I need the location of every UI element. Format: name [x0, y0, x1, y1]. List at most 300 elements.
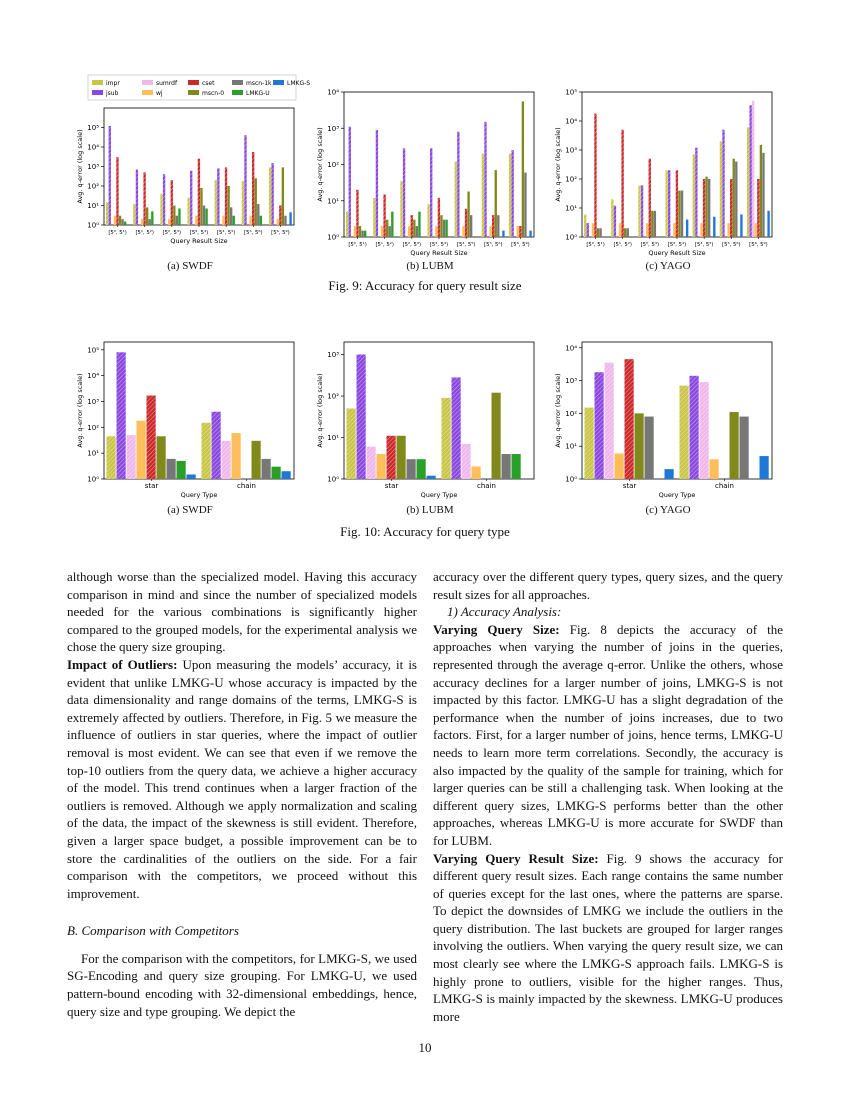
x-tick-label: [5³, 5⁴): [429, 242, 449, 248]
bar-mscn-1k: [762, 153, 764, 237]
bar-wj: [517, 226, 519, 237]
bar-LMKG-S: [289, 212, 291, 225]
bar-mscn-1k: [735, 162, 737, 237]
bar-mscn-1k: [524, 173, 526, 237]
fig9a-caption: (a) SWDF: [167, 260, 213, 272]
bar-sumrdf: [127, 435, 136, 479]
bar-jsub: [641, 185, 643, 237]
fig10c-chart: [548, 330, 778, 505]
y-tick-label: 10¹: [327, 197, 339, 206]
legend-label-cset: cset: [202, 80, 215, 87]
legend-label-wj: wj: [156, 90, 163, 97]
left-paragraph-2: [67, 656, 417, 902]
bar-wj: [232, 433, 241, 479]
x-tick-label: star: [144, 482, 159, 490]
bar-impr: [693, 154, 695, 237]
fig9a-chart: [70, 70, 311, 255]
bar-cset: [649, 159, 651, 237]
y-tick-label: 10⁰: [565, 475, 577, 484]
bar-impr: [347, 408, 356, 479]
bar-cset: [438, 198, 440, 237]
y-axis-label: Avg. q-error (log scale): [554, 127, 562, 202]
bar-mscn-1k: [443, 220, 445, 237]
bar-jsub: [668, 170, 670, 237]
bar-cset: [225, 167, 227, 225]
bar-impr: [202, 423, 211, 479]
left-column: [67, 568, 417, 1020]
legend-swatch-mscn-1k: [232, 80, 243, 85]
x-tick-label: [5⁰, 5¹): [348, 242, 367, 248]
bar-LMKG-S: [740, 214, 742, 237]
y-tick-label: 10²: [565, 175, 577, 184]
bar-mscn-1k: [599, 228, 601, 237]
bar-impr: [665, 170, 667, 237]
fig9: [0, 0, 850, 300]
legend-swatch-jsub: [92, 90, 103, 95]
legend-label-jsub: jsub: [106, 90, 119, 97]
right-paragraph-3: [433, 850, 783, 1026]
bar-LMKG-S: [767, 211, 769, 237]
bar-cset: [703, 179, 705, 237]
bar-mscn-1k: [708, 179, 710, 237]
bar-mscn-0: [146, 207, 148, 225]
bar-LMKG-U: [391, 212, 393, 237]
bar-impr: [106, 202, 108, 225]
x-axis-label: Query Result Size: [410, 249, 468, 257]
bar-jsub: [136, 170, 138, 225]
bar-mscn-1k: [407, 459, 416, 479]
bar-wj: [710, 459, 719, 479]
y-axis-label: Avg. q-error (log scale): [316, 127, 324, 202]
bar-mscn-1k: [502, 454, 511, 479]
bar-mscn-1k: [257, 204, 259, 225]
bar-wj: [249, 216, 251, 225]
legend-label-LMKG-U: LMKG-U: [246, 90, 270, 97]
bar-mscn-0: [227, 186, 229, 225]
bar-LMKG-S: [427, 476, 436, 479]
bar-LMKG-S: [187, 474, 196, 479]
bar-cset: [356, 190, 358, 237]
bar-jsub: [690, 376, 699, 479]
y-tick-label: 10⁴: [87, 372, 99, 381]
x-axis-label: Query Type: [658, 491, 696, 499]
y-tick-label: 10²: [87, 182, 99, 191]
bar-LMKG-S: [760, 456, 769, 479]
bar-mscn-0: [597, 228, 599, 237]
bar-LMKG-U: [124, 222, 126, 225]
bar-mscn-1k: [230, 207, 232, 225]
y-tick-label: 10⁴: [87, 143, 99, 152]
bar-jsub: [595, 372, 604, 479]
bar-wj: [114, 216, 116, 225]
y-tick-label: 10³: [87, 397, 99, 406]
section-heading: B. Comparison with Competitors: [67, 923, 239, 939]
bar-sumrdf: [222, 441, 231, 479]
x-tick-label: chain: [715, 482, 734, 490]
fig9c-chart: [548, 82, 778, 255]
bar-LMKG-U: [260, 216, 262, 225]
bar-cset: [171, 180, 173, 225]
bar-impr: [585, 408, 594, 479]
bar-impr: [269, 167, 271, 225]
x-tick-label: [5⁵, 5⁶): [722, 242, 741, 248]
bar-jsub: [376, 130, 378, 237]
x-tick-label: [5¹, 5²): [375, 242, 394, 248]
bar-mscn-1k: [284, 216, 286, 225]
bar-mscn-1k: [121, 219, 123, 225]
bar-impr: [509, 154, 511, 237]
bar-mscn-0: [157, 436, 166, 479]
bar-wj: [592, 223, 594, 237]
y-tick-label: 10⁴: [327, 88, 339, 97]
bar-jsub: [722, 130, 724, 237]
bar-jsub: [212, 412, 221, 479]
bar-jsub: [117, 352, 126, 479]
bar-wj: [408, 226, 410, 237]
legend-swatch-LMKG-U: [232, 90, 243, 95]
bar-impr: [482, 154, 484, 237]
bar-cset: [465, 209, 467, 237]
x-tick-label: [5³, 5⁴): [189, 230, 209, 236]
bar-wj: [755, 223, 757, 237]
bar-impr: [584, 214, 586, 237]
y-tick-label: 10¹: [565, 204, 577, 213]
bar-impr: [720, 141, 722, 237]
x-tick-label: [5¹, 5²): [613, 242, 632, 248]
bar-cset: [492, 215, 494, 237]
bar-cset: [143, 172, 145, 225]
bar-impr: [638, 185, 640, 237]
y-tick-label: 10¹: [565, 442, 577, 451]
bar-impr: [455, 162, 457, 237]
bar-impr: [133, 204, 135, 225]
bar-mscn-1k: [470, 215, 472, 237]
bar-sumrdf: [462, 444, 471, 479]
bar-wj: [615, 453, 624, 479]
x-tick-label: [5², 5³): [162, 230, 182, 236]
bar-wj: [727, 223, 729, 237]
x-axis-label: Query Type: [180, 491, 218, 499]
fig9b-caption: (b) LUBM: [406, 260, 454, 272]
bar-mscn-0: [624, 228, 626, 237]
bar-impr: [187, 198, 189, 225]
legend-label-sumrdf: sumrdf: [156, 80, 178, 87]
bar-cset: [411, 215, 413, 237]
y-tick-label: 10³: [565, 146, 577, 155]
bar-jsub: [163, 174, 165, 225]
subsection-heading: 1) Accuracy Analysis:: [447, 604, 562, 620]
bar-wj: [462, 226, 464, 237]
fig10: [0, 320, 850, 550]
bar-mscn-1k: [497, 215, 499, 237]
bar-wj: [354, 226, 356, 237]
bar-LMKG-U: [445, 220, 447, 237]
bar-jsub: [244, 135, 246, 225]
outliers-heading: Impact of Outliers:: [67, 656, 178, 672]
bar-LMKG-U: [151, 211, 153, 225]
y-tick-label: 10²: [327, 392, 339, 401]
bar-mscn-0: [359, 226, 361, 237]
bar-mscn-0: [705, 177, 707, 237]
fig9-caption: Fig. 9: Accuracy for query result size: [328, 278, 522, 293]
bar-impr: [400, 181, 402, 237]
bar-cset: [252, 152, 254, 225]
bar-cset: [116, 157, 118, 225]
bar-mscn-1k: [149, 219, 151, 225]
y-tick-label: 10¹: [87, 202, 99, 210]
bar-jsub: [109, 126, 111, 225]
bar-cset: [676, 170, 678, 237]
bar-cset: [519, 226, 521, 237]
bar-wj: [646, 223, 648, 237]
bar-wj: [472, 467, 481, 479]
y-tick-label: 10⁴: [565, 117, 577, 126]
y-tick-label: 10⁴: [565, 344, 577, 353]
bar-jsub: [587, 223, 589, 237]
y-tick-label: 10³: [327, 124, 339, 133]
bar-mscn-0: [200, 188, 202, 225]
bar-mscn-0: [730, 412, 739, 479]
legend-swatch-impr: [92, 80, 103, 85]
bar-mscn-0: [252, 441, 261, 479]
bar-jsub: [403, 148, 405, 237]
left-paragraph-3: For the comparison with the competitors, for LMKG-S, we used SG-Encoding and query size grouping. For LMKG-U, we used pattern-bound encoding with 32-dimensional embeddings, hence, query size and type grouping. We depict the: [67, 950, 417, 1019]
bar-cset: [621, 130, 623, 237]
bar-mscn-0: [255, 178, 257, 225]
bar-wj: [277, 219, 279, 225]
x-tick-label: star: [384, 482, 399, 490]
bar-mscn-0: [467, 191, 469, 237]
x-axis-label: Query Result Size: [170, 237, 228, 245]
bar-cset: [198, 159, 200, 225]
fig10a-caption: (a) SWDF: [167, 504, 213, 516]
bar-mscn-1k: [416, 226, 418, 237]
y-tick-label: 10¹: [87, 449, 99, 458]
fig10a-chart: [70, 330, 300, 505]
y-tick-label: 10²: [565, 409, 577, 418]
bar-jsub: [452, 377, 461, 479]
x-tick-label: [5⁵, 5⁶): [244, 230, 263, 236]
bar-cset: [147, 396, 156, 479]
bar-mscn-0: [386, 220, 388, 237]
bar-wj: [381, 226, 383, 237]
bar-wj: [619, 223, 621, 237]
y-tick-label: 10⁰: [87, 475, 99, 484]
page-number: 10: [418, 1040, 432, 1055]
bar-jsub: [749, 105, 751, 237]
y-tick-label: 10⁵: [87, 124, 99, 132]
bar-wj: [673, 223, 675, 237]
bar-sumrdf: [700, 382, 709, 479]
legend-swatch-cset: [188, 80, 199, 85]
legend-label-impr: impr: [106, 80, 120, 87]
bar-wj: [137, 421, 146, 479]
right-paragraph-2: [433, 621, 783, 850]
x-tick-label: [5⁴, 5⁵): [456, 242, 476, 248]
y-tick-label: 10⁵: [87, 346, 99, 355]
bar-mscn-1k: [645, 417, 654, 479]
bar-mscn-1k: [654, 211, 656, 237]
bar-wj: [222, 216, 224, 225]
fig9c-caption: (c) YAGO: [645, 260, 691, 272]
legend-label-mscn-0: mscn-0: [202, 90, 225, 97]
bar-mscn-0: [495, 170, 497, 237]
y-tick-label: 10²: [87, 423, 99, 432]
bar-impr: [442, 398, 451, 479]
bar-mscn-1k: [361, 231, 363, 237]
x-tick-label: [5¹, 5²): [135, 230, 154, 236]
bar-cset: [594, 114, 596, 237]
bar-mscn-1k: [176, 216, 178, 225]
bar-jsub: [357, 354, 366, 479]
bar-LMKG-S: [282, 471, 291, 479]
bar-LMKG-U: [178, 209, 180, 225]
x-tick-label: chain: [477, 482, 496, 490]
bar-impr: [611, 199, 613, 237]
x-tick-label: [5⁰, 5¹): [586, 242, 605, 248]
y-tick-label: 10³: [565, 377, 577, 386]
bar-LMKG-U: [233, 216, 235, 225]
x-tick-label: [5³, 5⁴): [667, 242, 687, 248]
left-paragraph-1: although worse than the specialized model. Having this accuracy comparison in mind and since the number of specialized models needed for the various combinations is significantly higher compared to the grouped models, for the experimental analysis we chose the query size grouping.: [67, 569, 417, 655]
bar-mscn-0: [733, 159, 735, 237]
bar-LMKG-S: [665, 469, 674, 479]
x-tick-label: [5⁶, 5⁹): [749, 242, 768, 248]
bar-jsub: [511, 150, 513, 237]
query-size-heading: Varying Query Size:: [433, 621, 560, 637]
bar-impr: [373, 198, 375, 237]
bar-cset: [625, 359, 634, 479]
fig10b-chart: [310, 330, 540, 505]
y-tick-label: 10¹: [327, 433, 339, 442]
bar-wj: [700, 223, 702, 237]
x-tick-label: [5⁵, 5⁶): [484, 242, 503, 248]
bar-wj: [489, 226, 491, 237]
x-tick-label: [5⁰, 5¹): [108, 230, 127, 236]
bar-jsub: [349, 127, 351, 237]
query-size-text: Fig. 8 depicts the accuracy of the approaches when varying the number of joins in the queries, represented through the average q-error. Unlike the others, whose accuracy declines for a larger number of joins, LMKG-S is not impacted by this factor. LMKG-U has a slight degradation of the performance when the number of joins increases, due to two factors. First, for a larger number of joins, hence terms, LMKG-U needs to learn more term correlations. Secondly, the accuracy is also impacted by the quality of the sample for training, which for larger queries can be still a challenging task. When looking at the different query sizes, LMKG-S performs better than the other approaches, whereas LMKG-U is more accurate for SWDF than for LUBM.: [433, 621, 784, 848]
bar-sumrdf: [605, 363, 614, 479]
result-size-heading: Varying Query Result Size:: [433, 850, 599, 866]
bar-mscn-0: [173, 206, 175, 226]
bar-impr: [160, 194, 162, 225]
bar-LMKG-S: [529, 231, 531, 237]
x-axis-label: Query Result Size: [648, 249, 706, 257]
bar-LMKG-U: [364, 231, 366, 237]
x-tick-label: [5², 5³): [402, 242, 422, 248]
x-tick-label: chain: [237, 482, 256, 490]
bar-jsub: [695, 148, 697, 237]
x-tick-label: [5⁶, 5⁹): [271, 230, 290, 236]
bar-jsub: [484, 122, 486, 237]
bar-mscn-0: [635, 413, 644, 479]
bar-LMKG-U: [272, 467, 281, 479]
x-axis-label: Query Type: [420, 491, 458, 499]
y-axis-label: Avg. q-error (log scale): [554, 373, 562, 448]
bar-mscn-1k: [262, 459, 271, 479]
bar-jsub: [190, 171, 192, 225]
bar-mscn-1k: [681, 191, 683, 237]
bar-mscn-1k: [389, 226, 391, 237]
y-tick-label: 10⁰: [327, 233, 339, 242]
right-column: [433, 568, 783, 1025]
bar-impr: [427, 204, 429, 237]
bar-LMKG-S: [686, 220, 688, 237]
y-tick-label: 10⁰: [327, 475, 339, 484]
x-tick-label: [5⁴, 5⁵): [216, 230, 236, 236]
bar-mscn-0: [119, 216, 121, 225]
bar-impr: [107, 436, 116, 479]
bar-cset: [387, 436, 396, 479]
bar-mscn-0: [440, 215, 442, 237]
bar-mscn-0: [522, 101, 524, 237]
fig10b-caption: (b) LUBM: [406, 504, 454, 516]
legend-swatch-mscn-0: [188, 90, 199, 95]
right-paragraph-1: accuracy over the different query types, query sizes, and the query result sizes for all approaches.: [433, 569, 783, 602]
bar-impr: [747, 127, 749, 237]
bar-mscn-0: [760, 145, 762, 237]
legend-label-mscn-1k: mscn-1k: [246, 80, 272, 87]
bar-cset: [757, 179, 759, 237]
bar-mscn-1k: [627, 228, 629, 237]
y-tick-label: 10²: [327, 161, 339, 169]
bar-mscn-1k: [167, 459, 176, 479]
bar-impr: [346, 212, 348, 237]
bar-jsub: [217, 168, 219, 225]
y-tick-label: 10⁵: [565, 88, 577, 97]
x-tick-label: [5⁴, 5⁵): [694, 242, 714, 248]
legend-swatch-sumrdf: [142, 80, 153, 85]
legend-label-LMKG-S: LMKG-S: [287, 80, 311, 87]
y-tick-label: 10⁰: [565, 233, 577, 242]
result-size-text: Fig. 9 shows the accuracy for different query result sizes. Each range contains the same number of queries except for the last ones, where the patterns are sparse. To depict the downsides of LMKG we include the outliers in the query distribution. The last buckets are grouped for larger ranges involving the outliers. When varying the query result size, we can most clearly see where the LMKG-S approach fails. LMKG-S is highly prone to outliers, visible for the higher ranges. Thus, LMKG-S is mainly impacted by the skewness. LMKG-U produces more: [433, 850, 783, 1024]
bar-mscn-0: [397, 436, 406, 479]
bar-LMKG-S: [502, 231, 504, 237]
fig10-caption: Fig. 10: Accuracy for query type: [340, 524, 510, 539]
bar-sumrdf: [752, 101, 754, 237]
x-tick-label: [5⁶, 5⁹): [511, 242, 530, 248]
bar-mscn-0: [678, 191, 680, 237]
y-tick-label: 10³: [327, 350, 339, 359]
legend-swatch-wj: [142, 90, 153, 95]
x-tick-label: star: [622, 482, 637, 490]
bar-LMKG-U: [512, 454, 521, 479]
bar-mscn-0: [492, 393, 501, 479]
bar-impr: [242, 181, 244, 225]
bar-jsub: [430, 148, 432, 237]
y-axis-label: Avg. q-error (log scale): [76, 129, 84, 204]
bar-cset: [730, 179, 732, 237]
legend-swatch-LMKG-S: [273, 80, 284, 85]
bar-impr: [680, 386, 689, 479]
outliers-text: Upon measuring the models’ accuracy, it is evident that unlike LMKG-U whose accuracy is impacted by the data dimensionality and range domains of the terms, LMKG-S is extremely affected by outliers. Therefore, in Fig. 5 we measure the influence of outliers in star queries, where the impact of outlier removal is most evident. We can see that even if we remove the top-10 outliers from the query data, we achieve a higher accuracy of the model. This trend continues when a larger fraction of the outliers is removed. Although we apply normalization and scaling of the data, the impact of the skewness is still evident. Therefore, given a larger space budget, a possible improvement can be to store the cardinalities of the outliers on the side. For a fair comparison with the competitors, we proceed without this improvement.: [67, 656, 417, 901]
bar-jsub: [271, 163, 273, 225]
bar-mscn-0: [282, 167, 284, 225]
bar-impr: [215, 180, 217, 225]
bar-jsub: [457, 132, 459, 237]
bar-wj: [435, 226, 437, 237]
bar-mscn-1k: [203, 206, 205, 226]
bar-wj: [195, 216, 197, 225]
bar-wj: [377, 454, 386, 479]
y-tick-label: 10⁰: [87, 221, 99, 230]
fig10c-caption: (c) YAGO: [645, 504, 691, 516]
bar-LMKG-U: [205, 209, 207, 225]
y-axis-label: Avg. q-error (log scale): [316, 373, 324, 448]
bar-wj: [168, 219, 170, 225]
x-tick-label: [5², 5³): [640, 242, 660, 248]
bar-mscn-0: [413, 220, 415, 237]
